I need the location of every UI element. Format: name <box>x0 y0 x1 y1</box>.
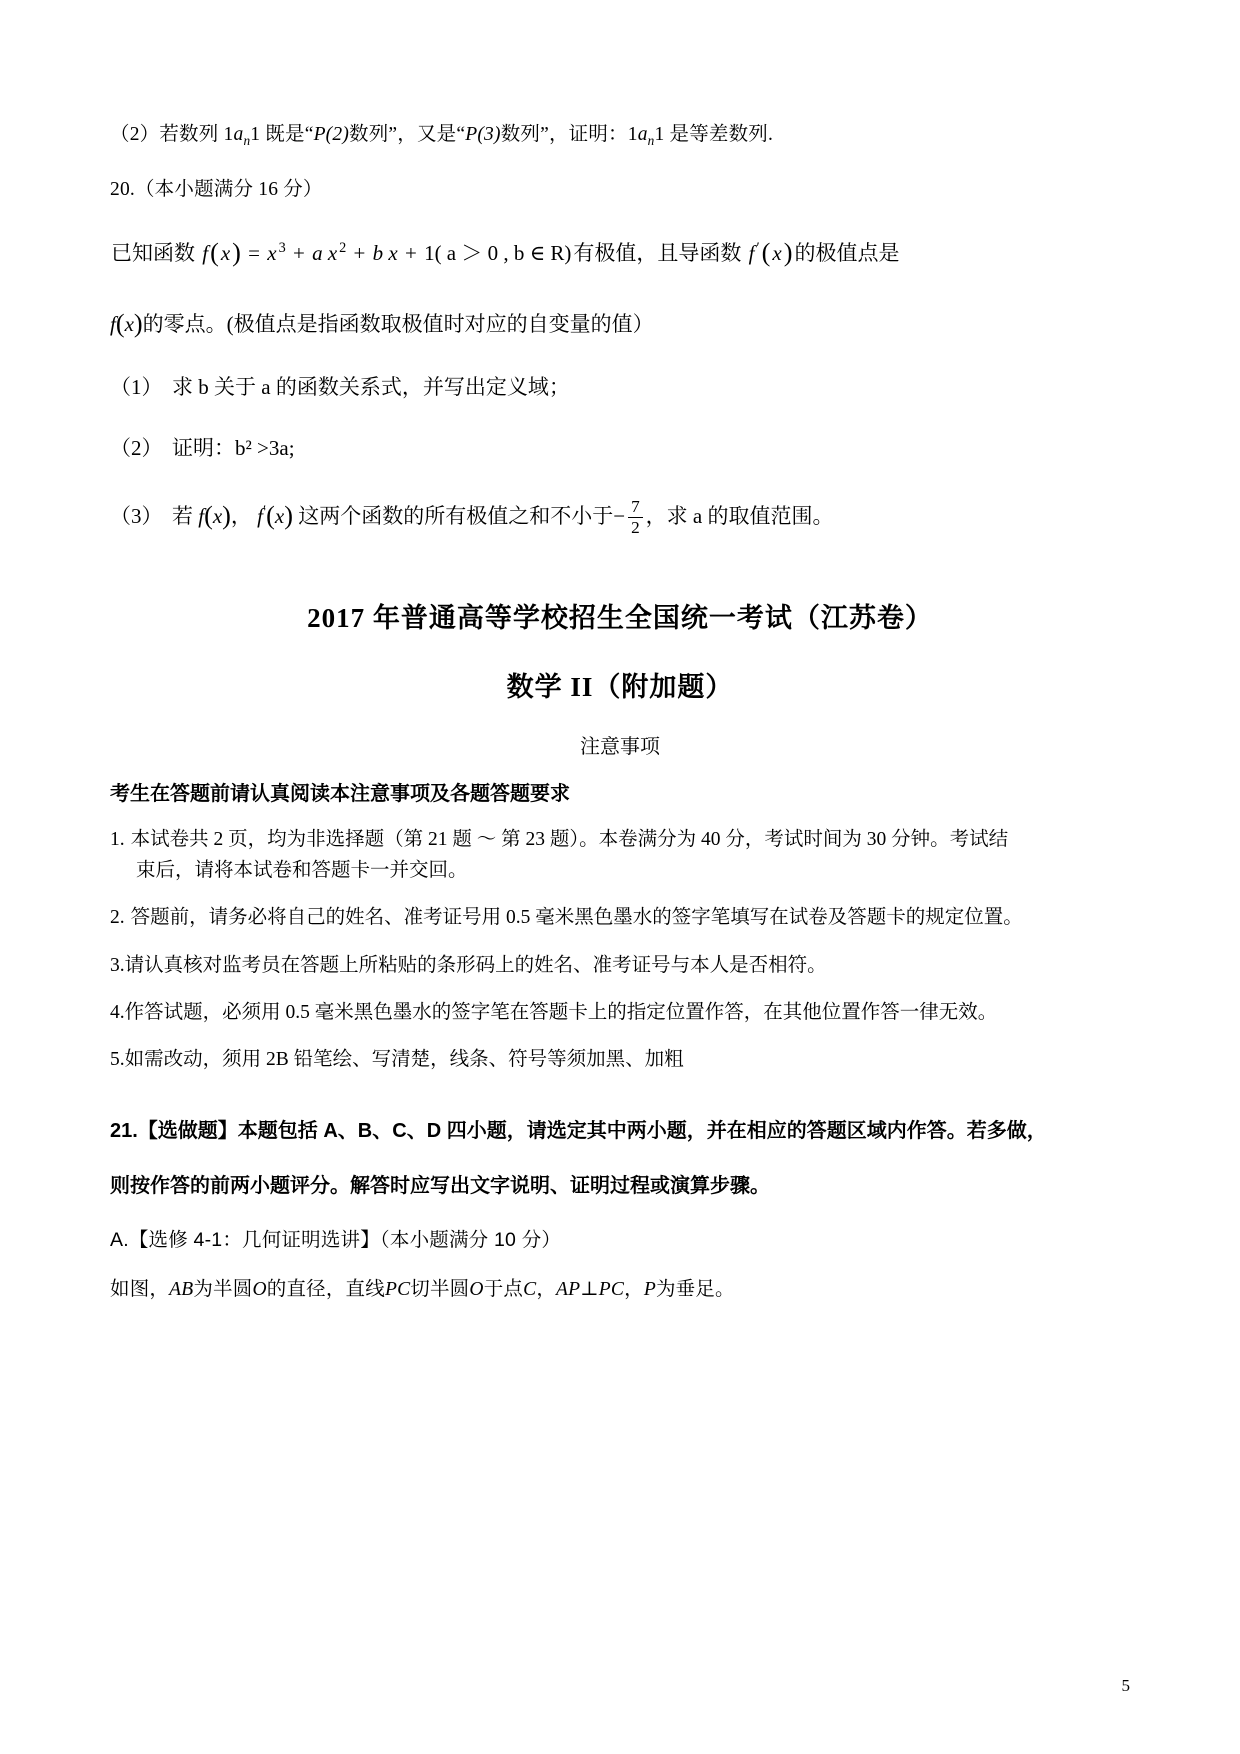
q21-o-2: O <box>469 1279 484 1301</box>
q21-ap-pc: AP⊥PC <box>556 1279 625 1301</box>
q19-part2-text-d: 数列”，证明：1 <box>500 124 638 145</box>
q20-item-3-x2: x <box>274 504 285 529</box>
question-21-line-2: 则按作答的前两小题评分。解答时应写出文字说明、证明过程或演算步骤。 <box>110 1175 770 1198</box>
q21-body-6: ， <box>624 1279 644 1301</box>
q20-tail-2: 的极值点是 <box>794 240 900 265</box>
q19-part2-p3: P(3) <box>465 124 501 145</box>
question-20-stem-line-2 <box>110 298 1130 348</box>
fraction-numerator: 7 <box>631 497 640 517</box>
q21-pc: PC <box>384 1279 411 1301</box>
q20-line2-paren-close: ) <box>133 308 143 338</box>
notice-3-num: 3. <box>110 954 125 976</box>
q21-body-2: 的直径，直线 <box>266 1279 385 1301</box>
q20-paren-open: ( <box>210 237 219 267</box>
notice-4-num: 4. <box>110 1001 125 1023</box>
q20-exp3: 3 <box>278 239 286 256</box>
q20-paren-close-2: ) <box>783 237 793 267</box>
q20-item-3-x1: x <box>212 504 223 529</box>
question-20-item-3 <box>110 490 1130 540</box>
notice-item-4 <box>110 997 1130 1028</box>
notice-bold-instruction: 考生在答题前请认真阅读本注意事项及各题答题要求 <box>110 783 570 806</box>
notice-5-line-1: 如需改动，须用 2B 铅笔绘、写清楚，线条、符号等须加黑、加粗 <box>124 1049 684 1070</box>
q21-ab: AB <box>169 1279 194 1301</box>
q21-body-7: 为垂足。 <box>655 1279 735 1301</box>
q20-line2-paren-open: ( <box>115 308 125 338</box>
q20-item-1-text: 求 b 关于 a 的函数关系式，并写出定义域； <box>172 375 570 400</box>
q20-plus-2: + <box>353 240 366 265</box>
q20-item-3-minus: − <box>613 504 626 529</box>
q20-stem-lead: 已知函数 <box>111 240 195 265</box>
q19-part2-an: a <box>233 124 244 145</box>
q20-item3-paren-close-2: ) <box>284 501 293 531</box>
q20-f: f <box>202 240 209 265</box>
q21-body-5: ， <box>536 1279 557 1301</box>
q20-paren-open-2: ( <box>761 237 771 267</box>
question-21-line-1: 21.【选做题】本题包括 A、B、C、D 四小题，请选定其中两小题，并在相应的答题区域内作答。若多做， <box>110 1120 1047 1143</box>
notice-item-3 <box>110 950 1130 981</box>
q20-item-3-mid: 这两个函数的所有极值之和不小于 <box>298 504 614 529</box>
q20-x: x <box>220 240 231 265</box>
q20-x-2: x <box>772 240 782 265</box>
q20-item-3-label: （3） <box>110 504 163 529</box>
q20-ax2: a x <box>312 240 338 265</box>
notice-5-num: 5. <box>110 1049 125 1070</box>
q20-item-3-prime: ′ <box>263 503 267 520</box>
fraction-seven-halves <box>628 497 643 538</box>
q20-plus-3: + <box>404 240 417 265</box>
notice-1-line-1: 本试卷共 2 页，均为非选择题（第 21 题 ～ 第 23 题）。本卷满分为 40 分，考试时间为 30 分钟。考试结 <box>130 829 1009 851</box>
notice-2-line-1: 答题前，请务必将自己的姓名、准考证号用 0.5 毫米黑色墨水的签字笔填写在试卷及答题卡的规定位置。 <box>130 907 1023 929</box>
q21-body-4: 于点 <box>483 1279 524 1301</box>
q20-tail: 有极值，且导函数 <box>573 240 742 265</box>
q20-exp2: 2 <box>339 239 347 256</box>
q21-c: C <box>523 1279 537 1301</box>
q21-body-lead: 如图， <box>110 1279 170 1301</box>
q20-paren-close: ) <box>232 237 241 267</box>
question-21-sub-a-body <box>110 1275 1130 1305</box>
q20-bx: b x <box>372 240 398 265</box>
question-20-heading: 20.（本小题满分 16 分） <box>110 179 323 201</box>
q19-part2-text-c: 数列”，又是“ <box>349 124 466 145</box>
q20-item-2-text: 证明：b² >3a; <box>172 436 295 461</box>
q20-item-1-label: （1） <box>110 375 163 400</box>
fraction-denominator: 2 <box>628 517 643 538</box>
q20-item-3-tail: ，求 a 的取值范围。 <box>645 504 834 529</box>
question-20-item-1 <box>110 368 1130 408</box>
notice-2-num: 2. <box>110 907 125 929</box>
notice-1-line-2: 束后，请将本试卷和答题卡一并交回。 <box>136 860 468 882</box>
q19-part2-sub-n: n <box>243 132 251 148</box>
q19-part2-text-b: 1 既是“ <box>250 124 314 145</box>
q20-item-3-comma: ， <box>230 504 252 529</box>
q20-x3: x <box>267 240 277 265</box>
q20-item3-paren-open-1: ( <box>204 501 213 531</box>
q20-prime-mark: ′ <box>756 239 760 256</box>
notice-4-line-1: 作答试题，必须用 0.5 毫米黑色墨水的签字笔在答题卡上的指定位置作答，在其他位置作答一律无效。 <box>124 1001 998 1023</box>
q19-part2-text-e: 1 是等差数列. <box>654 124 774 145</box>
notice-item-1 <box>110 824 1130 886</box>
notice-heading: 注意事项 <box>580 736 660 759</box>
q21-body-1: 为半圆 <box>193 1279 253 1301</box>
q19-part2-an-2: a <box>637 124 648 145</box>
question-21-sub-a-heading: A.【选修 4-1：几何证明选讲】（本小题满分 10 分） <box>110 1229 562 1252</box>
notice-3-line-1: 请认真核对监考员在答题上所粘贴的条形码上的姓名、准考证号与本人是否相符。 <box>124 954 827 976</box>
q19-part2-p2: P(2) <box>313 124 350 145</box>
q20-line2-f: f <box>110 311 116 336</box>
q20-line2-x: x <box>124 311 134 336</box>
q20-item-2-label: （2） <box>110 436 163 461</box>
q20-eq: = <box>248 240 261 265</box>
notice-1-num: 1. <box>110 829 125 851</box>
q19-part2-prefix: （2） <box>110 124 160 145</box>
q20-item-3-lead: 若 <box>172 504 193 529</box>
notice-item-2 <box>110 902 1130 933</box>
exam-title: 2017 年普通高等学校招生全国统一考试（江苏卷） <box>307 603 933 634</box>
q19-part2-text-a: 若数列 1 <box>159 124 234 145</box>
q21-o-1: O <box>252 1279 267 1301</box>
q20-item-3-f1: f <box>198 504 205 529</box>
exam-subtitle: 数学 II（附加题） <box>506 672 734 703</box>
question-20-item-2 <box>110 429 1130 469</box>
q21-body-3: 切半圆 <box>410 1279 470 1301</box>
notice-item-5 <box>110 1044 1130 1075</box>
q21-p: P <box>643 1279 656 1301</box>
q20-f-prime: f <box>748 240 755 265</box>
page-number: 5 <box>1121 1676 1130 1695</box>
question-20-stem-line-1 <box>110 227 1130 277</box>
q20-line2-text: 的零点。(极值点是指函数取极值时对应的自变量的值） <box>142 311 654 336</box>
q20-item3-paren-close-1: ) <box>222 501 231 531</box>
q19-part2-sub-n-2: n <box>647 132 655 148</box>
question-19-part-2 <box>110 120 1130 151</box>
q20-item-3-f2: f <box>257 504 264 529</box>
q20-cond: 1( a ＞ 0 , b ∈ R) <box>424 240 572 265</box>
q20-item3-paren-open-2: ( <box>266 501 275 531</box>
q20-plus-1: + <box>292 240 305 265</box>
